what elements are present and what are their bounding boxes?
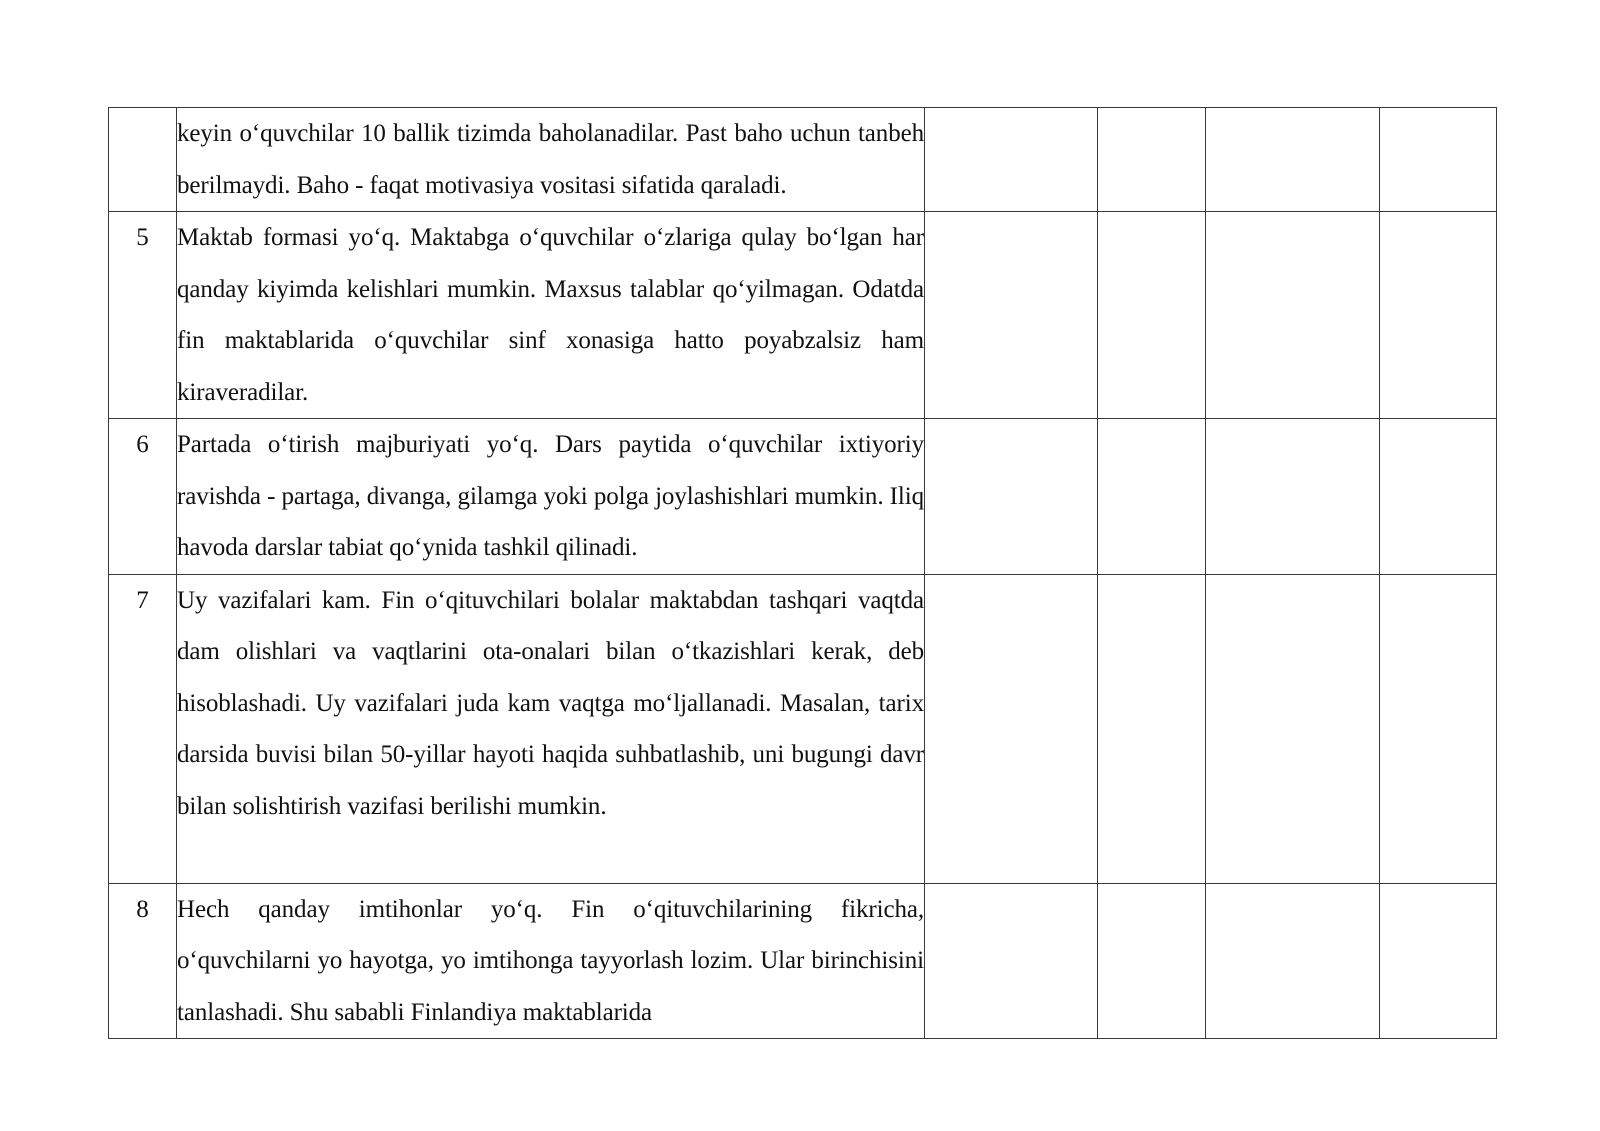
row-text: Partada o‘tirish majburiyati yo‘q. Dars paytida o‘quvchilar ixtiyoriy ravishda - partaga, divanga, gilamga yoki polga joylashishlari mumkin. Iliq havoda darslar tabiat qo‘ynida tashkil qilinadi. [177, 431, 924, 561]
row-text-cell [177, 212, 925, 419]
empty-cell [1206, 419, 1380, 575]
row-text: keyin o‘quvchilar 10 ballik tizimda baholanadilar. Past baho uchun tanbeh berilmaydi. Baho - faqat motivasiya vositasi sifatida qaraladi. [177, 120, 924, 199]
empty-cell [1206, 108, 1380, 212]
empty-cell [1380, 419, 1497, 575]
empty-cell [925, 419, 1098, 575]
table-row [109, 574, 1497, 883]
empty-cell [925, 883, 1098, 1039]
empty-cell [1380, 883, 1497, 1039]
table-row [109, 883, 1497, 1039]
row-number: 5 [109, 212, 177, 419]
empty-cell [1098, 883, 1206, 1039]
empty-cell [1206, 883, 1380, 1039]
row-text: Hech qanday imtihonlar yo‘q. Fin o‘qituvchilarining fikricha, o‘quvchilarni yo hayotga, yo imtihonga tayyorlash lozim. Ular birinchisini tanlashadi. Shu sababli Finlandiya maktablarida [177, 895, 924, 1026]
row-text: Maktab formasi yo‘q. Maktabga o‘quvchilar o‘zlariga qulay bo‘lgan har qanday kiyimda kelishlari mumkin. Maxsus talablar qo‘yilmagan. Odatda fin maktablarida o‘quvchilar sinf xonasiga hatto poyabzalsiz ham kiraveradilar. [177, 224, 924, 406]
row-text-cell [177, 883, 925, 1039]
row-text-cell [177, 574, 925, 883]
empty-cell [1098, 108, 1206, 212]
empty-cell [1206, 574, 1380, 883]
row-number [109, 108, 177, 212]
empty-cell [1098, 212, 1206, 419]
empty-cell [1380, 108, 1497, 212]
empty-cell [1098, 574, 1206, 883]
table-row [109, 212, 1497, 419]
empty-cell [1206, 212, 1380, 419]
row-number: 6 [109, 419, 177, 575]
empty-cell [925, 574, 1098, 883]
row-number: 7 [109, 574, 177, 883]
row-text-cell [177, 419, 925, 575]
empty-cell [925, 212, 1098, 419]
table-row [109, 108, 1497, 212]
empty-cell [1098, 419, 1206, 575]
table-row [109, 419, 1497, 575]
row-number: 8 [109, 883, 177, 1039]
comparison-table [108, 107, 1497, 1039]
empty-cell [925, 108, 1098, 212]
empty-cell [1380, 574, 1497, 883]
row-text: Uy vazifalari kam. Fin o‘qituvchilari bolalar maktabdan tashqari vaqtda dam olishlari va vaqtlarini ota-onalari bilan o‘tkazishlari kerak, deb hisoblashadi. Uy vazifalari juda kam vaqtga mo‘ljallanadi. Masalan, tarix darsida buvisi bilan 50-yillar hayoti haqida suhbatlashib, uni bugungi davr bilan solishtirish vazifasi berilishi mumkin. [177, 586, 924, 820]
row-text-cell [177, 108, 925, 212]
empty-cell [1380, 212, 1497, 419]
